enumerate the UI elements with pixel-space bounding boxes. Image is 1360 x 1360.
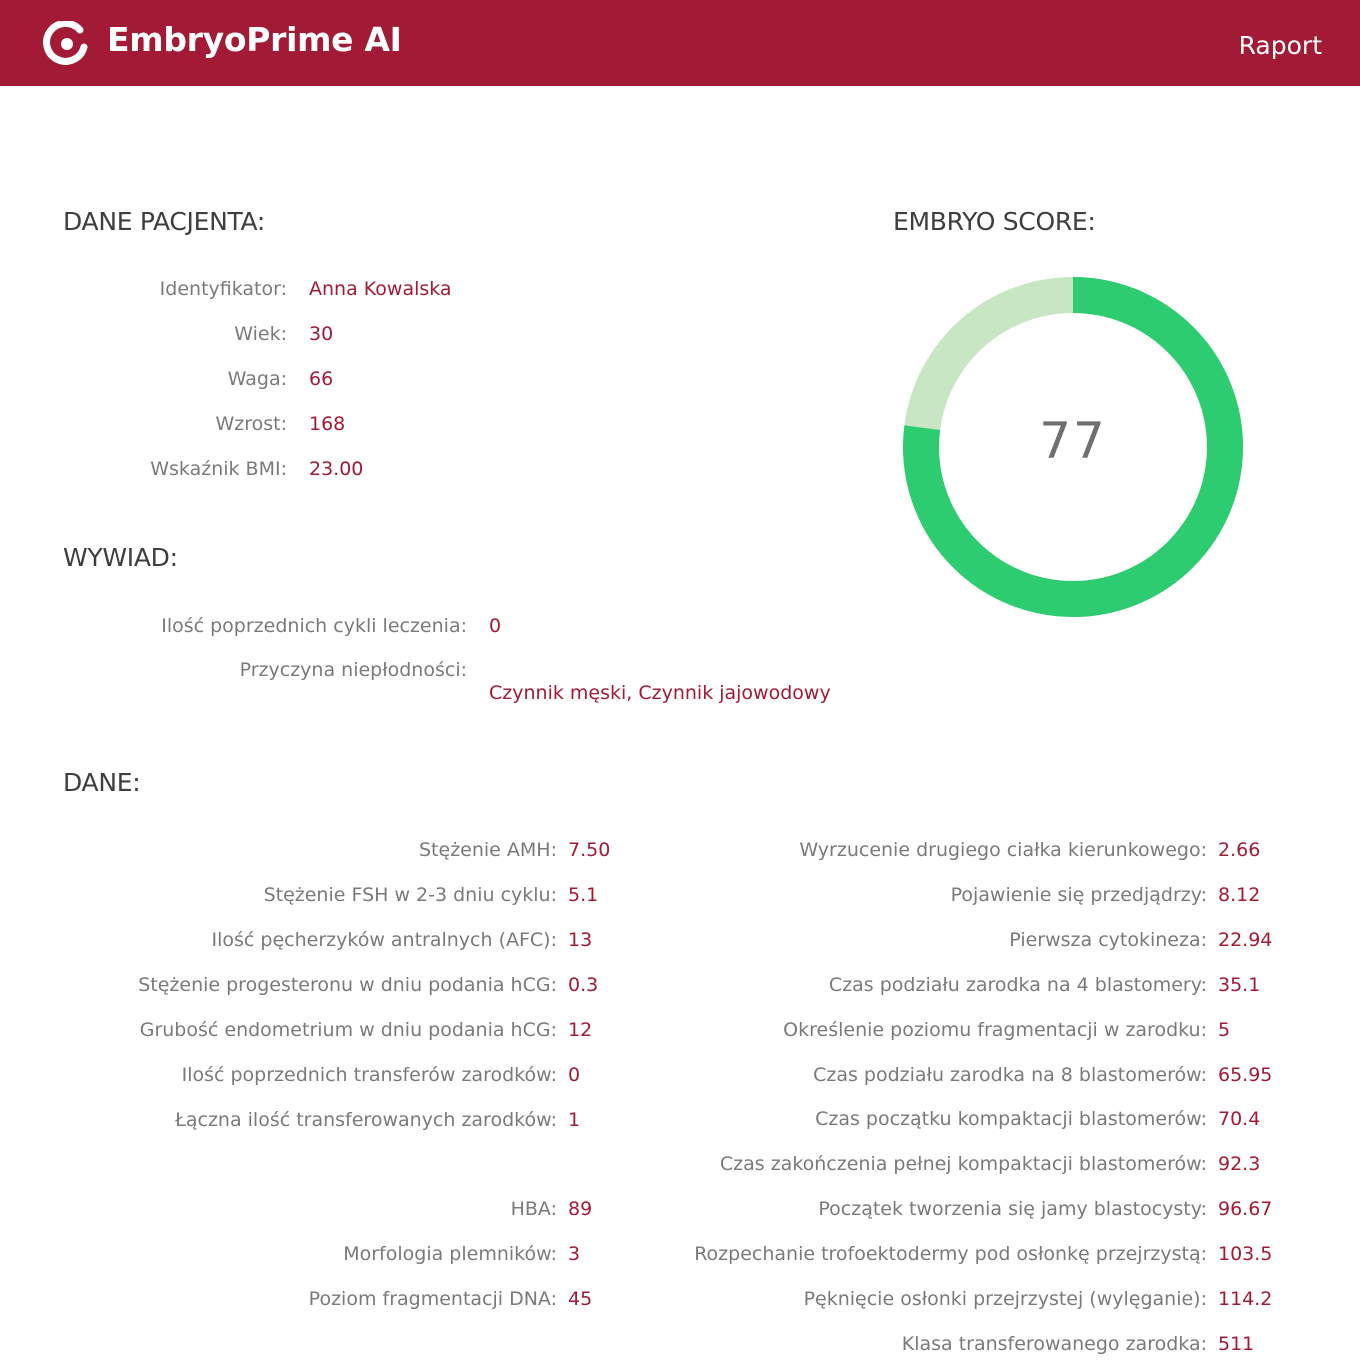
patient-bmi-value: 23.00: [309, 458, 364, 480]
data-value: 0.3: [568, 974, 599, 996]
patient-id-value: Anna Kowalska: [309, 278, 452, 300]
data-label: Czas podziału zarodka na 8 blastomerów:: [813, 1064, 1207, 1086]
interview-section-title: WYWIAD:: [63, 543, 178, 572]
report-link[interactable]: Raport: [1238, 31, 1322, 60]
data-value: 65.95: [1218, 1064, 1273, 1086]
patient-field-label: Wiek:: [234, 323, 287, 345]
patient-section-title: DANE PACJENTA:: [63, 207, 266, 236]
top-bar: [0, 0, 1360, 86]
data-label: Ilość pęcherzyków antralnych (AFC):: [211, 929, 557, 951]
data-section-title: DANE:: [63, 768, 141, 797]
patient-field-label: Wskaźnik BMI:: [150, 458, 287, 480]
patient-height-value: 168: [309, 413, 346, 435]
data-label: Czas początku kompaktacji blastomerów:: [815, 1108, 1207, 1130]
data-label: Wyrzucenie drugiego ciałka kierunkowego:: [799, 839, 1207, 861]
data-label: Klasa transferowanego zarodka:: [901, 1333, 1207, 1355]
data-value: 35.1: [1218, 974, 1261, 996]
data-value: 96.67: [1218, 1198, 1273, 1220]
data-label: Stężenie progesteronu w dniu podania hCG:: [138, 974, 557, 996]
data-value: 511: [1218, 1333, 1255, 1355]
data-label: Określenie poziomu fragmentacji w zarodku:: [783, 1019, 1207, 1041]
patient-field-label: Wzrost:: [215, 413, 287, 435]
data-value: 0: [568, 1064, 581, 1086]
previous-cycles-value: 0: [489, 615, 502, 637]
data-label: HBA:: [510, 1198, 557, 1220]
score-section-title: EMBRYO SCORE:: [893, 207, 1096, 236]
data-label: Początek tworzenia się jamy blastocysty:: [818, 1198, 1207, 1220]
logo-icon: [42, 21, 90, 65]
patient-weight-value: 66: [309, 368, 334, 390]
data-label: Stężenie FSH w 2-3 dniu cyklu:: [263, 884, 557, 906]
data-value: 22.94: [1218, 929, 1273, 951]
data-value: 7.50: [568, 839, 611, 861]
data-value: 114.2: [1218, 1288, 1273, 1310]
data-value: 1: [568, 1109, 581, 1131]
data-label: Rozpechanie trofoektodermy pod osłonkę przejrzystą:: [694, 1243, 1207, 1265]
patient-field-label: Waga:: [227, 368, 287, 390]
embryo-score-value: 77: [1039, 412, 1107, 470]
data-label: Pęknięcie osłonki przejrzystej (wylęganie):: [803, 1288, 1207, 1310]
patient-field-label: Identyfikator:: [159, 278, 287, 300]
data-label: Grubość endometrium w dniu podania hCG:: [139, 1019, 557, 1041]
data-value: 92.3: [1218, 1153, 1261, 1175]
data-value: 45: [568, 1288, 593, 1310]
data-label: Łączna ilość transferowanych zarodków:: [175, 1109, 557, 1131]
data-value: 13: [568, 929, 593, 951]
data-value: 5: [1218, 1019, 1231, 1041]
data-label: Pierwsza cytokineza:: [1009, 929, 1207, 951]
data-value: 70.4: [1218, 1108, 1261, 1130]
data-value: 103.5: [1218, 1243, 1273, 1265]
data-label: Ilość poprzednich transferów zarodków:: [181, 1064, 557, 1086]
data-value: 8.12: [1218, 884, 1261, 906]
data-label: Pojawienie się przedjądrzy:: [950, 884, 1207, 906]
interview-field-label: Przyczyna niepłodności:: [239, 659, 467, 681]
data-value: 12: [568, 1019, 593, 1041]
interview-field-label: Ilość poprzednich cykli leczenia:: [161, 615, 467, 637]
data-label: Poziom fragmentacji DNA:: [308, 1288, 557, 1310]
data-label: Czas zakończenia pełnej kompaktacji blastomerów:: [719, 1153, 1207, 1175]
data-value: 3: [568, 1243, 581, 1265]
data-label: Czas podziału zarodka na 4 blastomery:: [828, 974, 1207, 996]
data-value: 89: [568, 1198, 593, 1220]
data-label: Stężenie AMH:: [419, 839, 557, 861]
data-value: 5.1: [568, 884, 599, 906]
brand-title: EmbryoPrime AI: [107, 20, 402, 59]
data-label: Morfologia plemników:: [343, 1243, 557, 1265]
infertility-cause-value: Czynnik męski, Czynnik jajowodowy: [489, 682, 831, 704]
data-value: 2.66: [1218, 839, 1261, 861]
patient-age-value: 30: [309, 323, 334, 345]
